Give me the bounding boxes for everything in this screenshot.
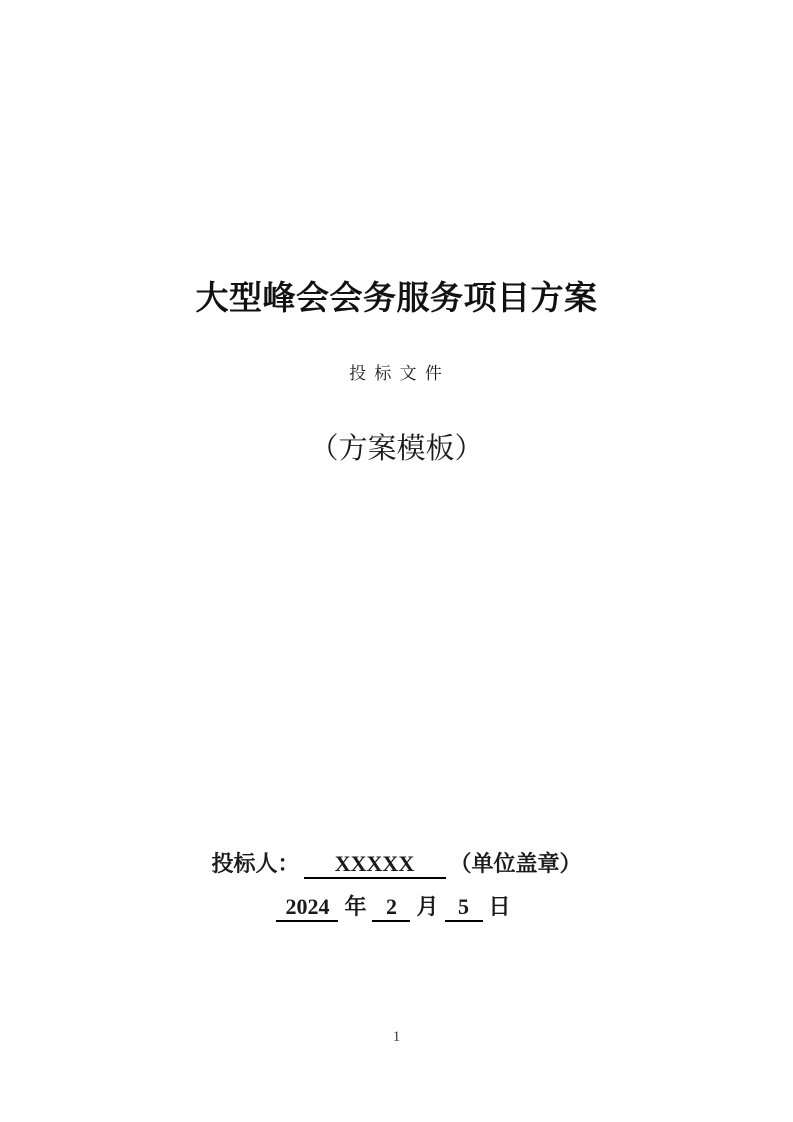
date-day-field: 5 [445,894,483,921]
bidder-line [0,850,793,879]
date-day-unit: 日 [488,894,511,919]
seal-note: （单位盖章） [449,851,582,876]
document-subtitle: 投 标 文 件 [349,364,444,383]
page-number: 1 [392,1029,401,1045]
bidder-name-field: XXXXX [304,851,446,878]
date-line [0,893,793,922]
document-title: 大型峰会会务服务项目方案 [195,281,598,317]
date-month-field: 2 [372,894,410,921]
date-year-unit: 年 [344,894,367,919]
date-year-field: 2024 [276,894,338,921]
date-month-unit: 月 [416,894,439,919]
bidder-label: 投标人： [211,851,300,876]
template-label: （方案模板） [309,433,484,465]
